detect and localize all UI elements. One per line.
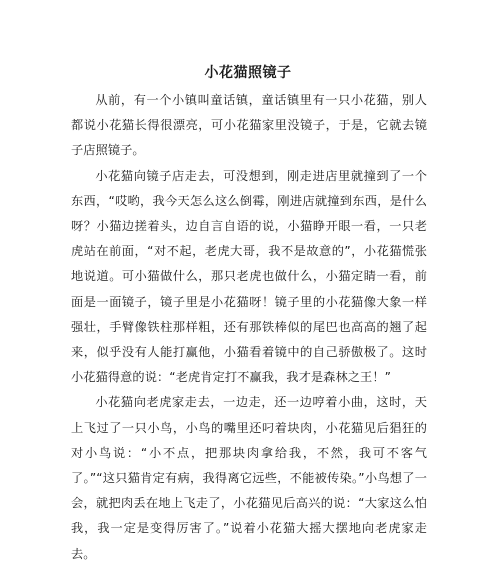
paragraph: 小花猫向镜子店走去，可没想到，刚走进店里就撞到了一个东西，“哎哟，我今天怎么这么倒霉，刚进店就撞到东西，是什么呀？小猫边搓着头，边自言自语的说，小猫睁开眼一看，一只老虎站在前面，“对不起，老虎大哥，我不是故意的”，小花猫慌张地说道。可小猫做什么，那只老虎也做什么，小猫定睛一看，前面是一面镜子，镜子里是小花猫呀！镜子里的小花猫像大象一样强壮，手臂像铁柱那样粗，还有那铁棒似的尾巴也高高的翘了起来，似乎没有人能打赢他，小猫看着镜中的自己骄傲极了。这时小花猫得意的说：“老虎肯定打不赢我，我才是森林之王！” (71, 168, 427, 385)
paragraph: 从前，有一个小镇叫童话镇，童话镇里有一只小花猫，别人都说小花猫长得很漂亮，可小花猫家里没镜子，于是，它就去镜子店照镜子。 (71, 93, 427, 158)
paragraph: 小花猫向老虎家走去，一边走，还一边哼着小曲，这时，天上飞过了一只小鸟，小鸟的嘴里还叼着块肉，小花猫见后猖狂的对小鸟说：“小不点，把那块肉拿给我，不然，我可不客气了。”“这只猫肯定有病，我得离它远些，不能被传染。”小鸟想了一会，就把肉丢在地上飞走了，小花猫见后高兴的说：“大家这么怕我，我一定是变得厉害了。”说着小花猫大摇大摆地向老虎家走去。 (71, 395, 427, 561)
document-title: 小花猫照镜子 (204, 65, 292, 81)
document-body (71, 88, 427, 567)
